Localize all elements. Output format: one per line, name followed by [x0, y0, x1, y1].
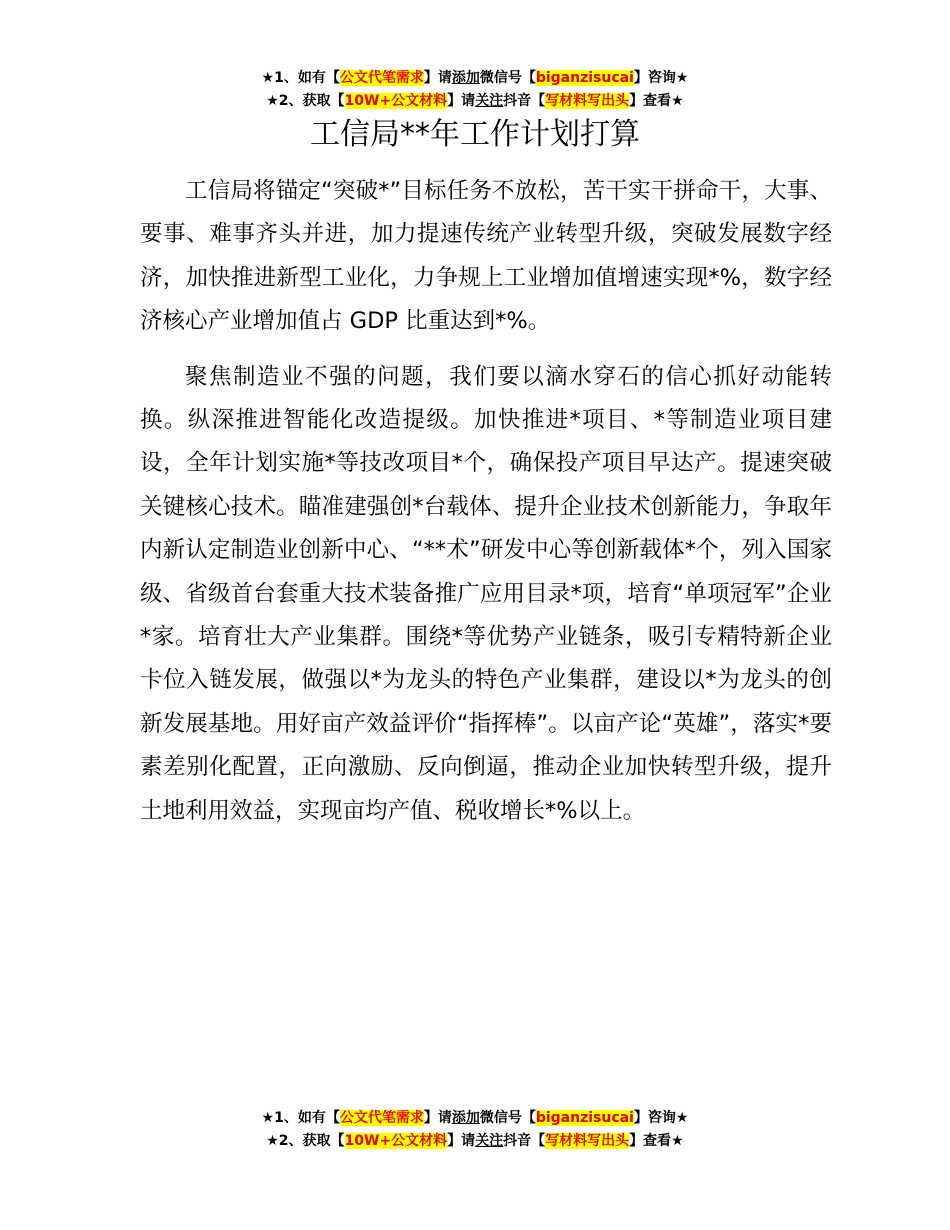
highlight-materials: 10W+公文材料 — [344, 1133, 448, 1149]
highlight-service: 公文代笔需求 — [339, 1110, 424, 1126]
highlight-douyin-account: 写材料写出头 — [545, 1133, 630, 1149]
highlight-wechat-id: biganzisucai — [535, 70, 634, 86]
highlight-douyin-account: 写材料写出头 — [545, 93, 630, 109]
footer-banner — [0, 1107, 950, 1153]
document-title: 工信局**年工作计划打算 — [310, 117, 640, 152]
document-body — [140, 170, 832, 845]
paragraph-2: 聚焦制造业不强的问题，我们要以滴水穿石的信心抓好动能转换。纵深推进智能化改造提级。加快推进*项目、*等制造业项目建设，全年计划实施*等技改项目*个，确保投产项目早达产。提速突破关键核心技术。瞄准建强创*台载体、提升企业技术创新能力，争取年内新认定制造业创新中心、“**术”研发中心等创新载体*个，列入国家级、省级首台套重大技术装备推广应用目录*项，培育“单项冠军”企业*家。培育壮大产业集群。围绕*等优势产业链条，吸引专精特新企业卡位入链发展，做强以*为龙头的特色产业集群，建设以*为龙头的创新发展基地。用好亩产效益评价“指挥棒”。以亩产论“英雄”，落实*要素差别化配置，正向激励、反向倒逼，推动企业加快转型升级，提升土地利用效益，实现亩均产值、税收增长*%以上。 — [140, 363, 832, 824]
header-banner — [0, 67, 950, 113]
highlight-service: 公文代笔需求 — [339, 70, 424, 86]
header-banner-line-2: ★2、获取【10W+公文材料】请关注抖音【写材料写出头】查看★ — [266, 93, 684, 109]
footer-banner-line-2: ★2、获取【10W+公文材料】请关注抖音【写材料写出头】查看★ — [266, 1133, 684, 1149]
paragraph-1: 工信局将锚定“突破*”目标任务不放松，苦干实干拼命干，大事、要事、难事齐头并进，加力提速传统产业转型升级，突破发展数字经济，加快推进新型工业化，力争规上工业增加值增速实现*%，数字经济核心产业增加值占 GDP 比重达到*%。 — [140, 178, 832, 335]
footer-banner-line-1: ★1、如有【公文代笔需求】请添加微信号【biganzisucai】咨询★ — [261, 1110, 689, 1126]
header-banner-line-1: ★1、如有【公文代笔需求】请添加微信号【biganzisucai】咨询★ — [261, 70, 689, 86]
highlight-wechat-id: biganzisucai — [535, 1110, 634, 1126]
highlight-materials: 10W+公文材料 — [344, 93, 448, 109]
